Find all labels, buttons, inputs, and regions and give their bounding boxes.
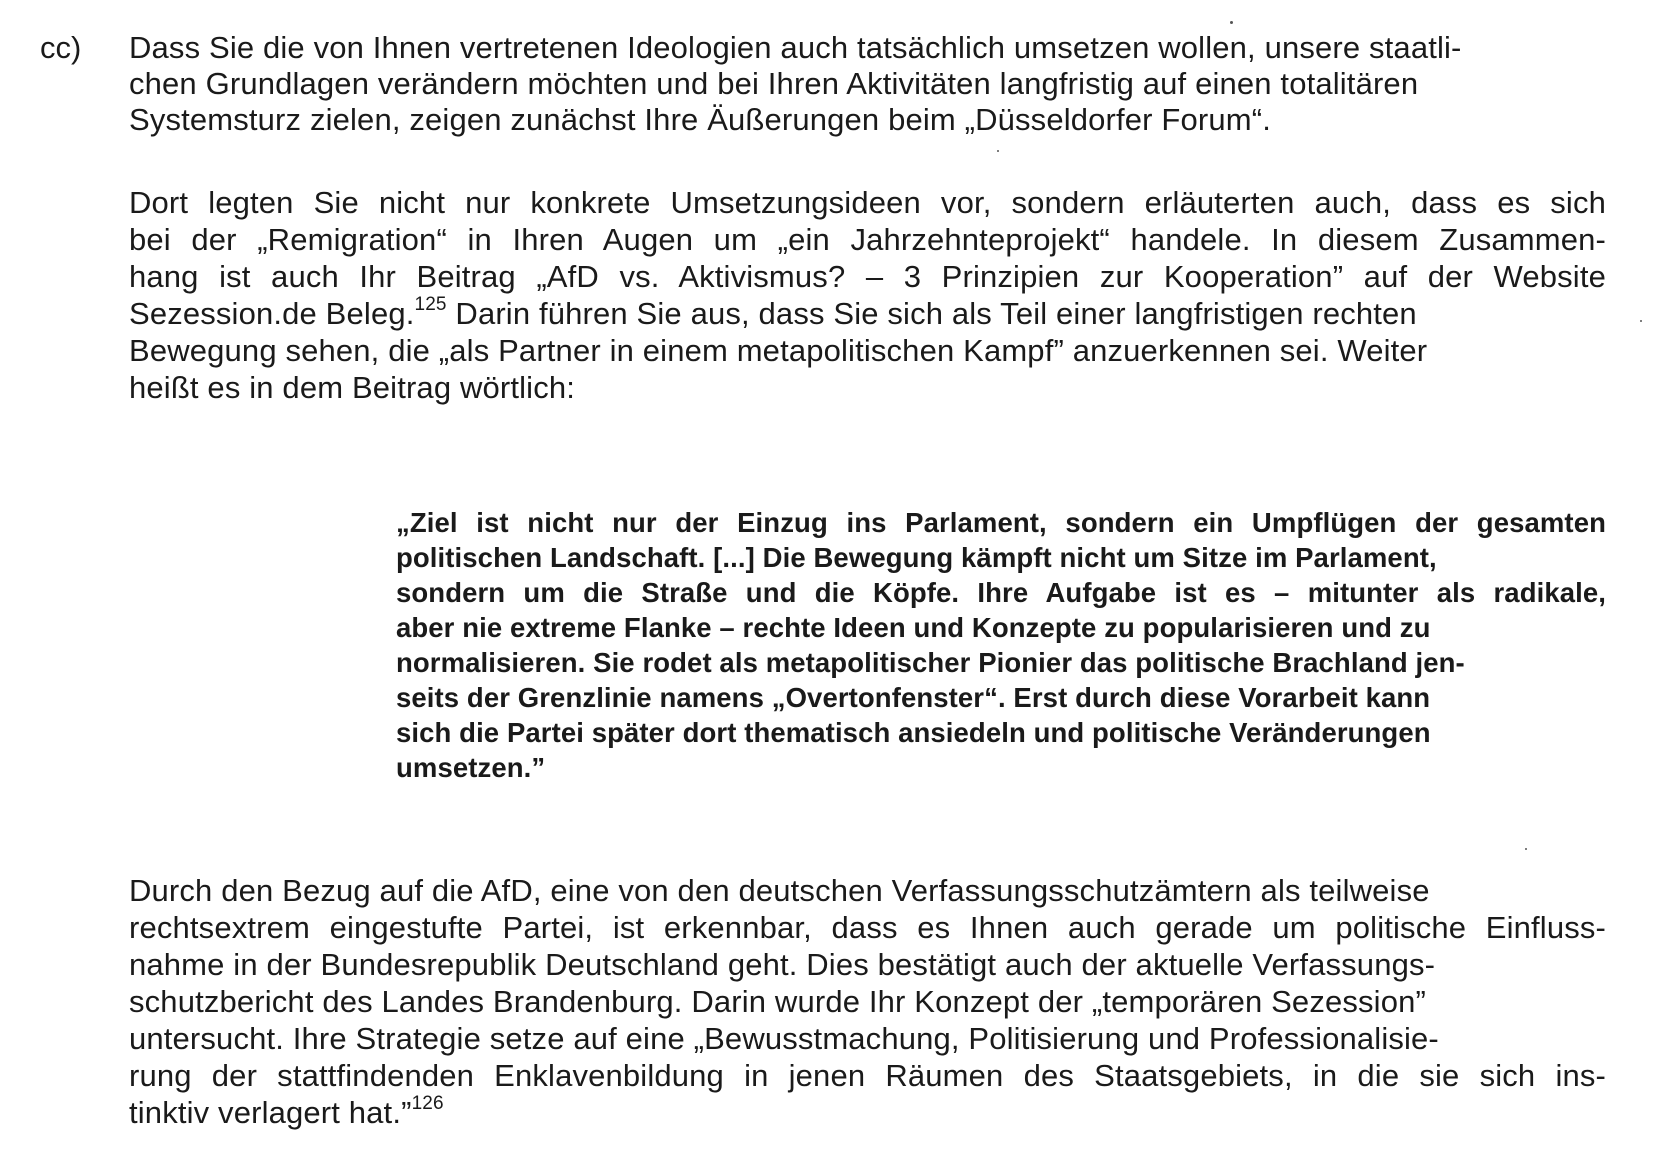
scan-speck [1640, 320, 1642, 322]
quote-line: seits der Grenzlinie namens „Overtonfenster“. Erst durch diese Vorarbeit kann [396, 682, 1431, 713]
quote-line: normalisieren. Sie rodet als metapolitischer Pionier das politische Brachland jen- [396, 647, 1465, 678]
paragraph-line: Dass Sie die von Ihnen vertretenen Ideologien auch tatsächlich umsetzen wollen, unsere staatli- [129, 30, 1462, 65]
paragraph-line: untersucht. Ihre Strategie setze auf eine „Bewusstmachung, Politisierung und Professionalisie- [129, 1021, 1439, 1056]
item-label: cc) [40, 30, 82, 65]
paragraph-line: rechtsextrem eingestufte Partei, ist erkennbar, dass es Ihnen auch gerade um politische Einfluss- [129, 910, 1606, 945]
footnote-ref-125: 125 [414, 293, 447, 315]
footnote-ref-126: 126 [411, 1092, 444, 1114]
scan-speck [1230, 21, 1233, 24]
paragraph-line [129, 1094, 444, 1132]
scan-speck [1525, 848, 1527, 850]
quote-line: umsetzen.” [396, 752, 546, 783]
quote-line: sondern um die Straße und die Köpfe. Ihre Aufgabe ist es – mitunter als radikale, [396, 577, 1606, 608]
scan-speck [997, 150, 999, 152]
quote-line: sich die Partei später dort thematisch ansiedeln und politische Veränderungen [396, 717, 1431, 748]
quote-line: politischen Landschaft. [...] Die Bewegung kämpft nicht um Sitze im Parlament, [396, 542, 1437, 573]
paragraph-line: nahme in der Bundesrepublik Deutschland geht. Dies bestätigt auch der aktuelle Verfassungs- [129, 947, 1436, 982]
paragraph-line: hang ist auch Ihr Beitrag „AfD vs. Aktivismus? – 3 Prinzipien zur Kooperation” auf der Website [129, 259, 1606, 294]
paragraph-text: Darin führen Sie aus, dass Sie sich als Teil einer langfristigen rechten [446, 296, 1417, 331]
paragraph-line: schutzbericht des Landes Brandenburg. Darin wurde Ihr Konzept der „temporären Sezession” [129, 984, 1426, 1019]
quote-line: „Ziel ist nicht nur der Einzug ins Parlament, sondern ein Umpflügen der gesamten [396, 507, 1606, 538]
paragraph-line: chen Grundlagen verändern möchten und bei Ihren Aktivitäten langfristig auf einen totalitären [129, 66, 1419, 101]
paragraph-line [129, 295, 1417, 333]
paragraph-line: rung der stattfindenden Enklavenbildung in jenen Räumen des Staatsgebiets, in die sie sich ins- [129, 1058, 1606, 1093]
paragraph-line: Systemsturz zielen, zeigen zunächst Ihre Äußerungen beim „Düsseldorfer Forum“. [129, 102, 1271, 137]
paragraph-text: Sezession.de Beleg. [129, 296, 415, 331]
paragraph-text: tinktiv verlagert hat.” [129, 1095, 412, 1130]
quote-line: aber nie extreme Flanke – rechte Ideen und Konzepte zu popularisieren und zu [396, 612, 1431, 643]
paragraph-line: Dort legten Sie nicht nur konkrete Umsetzungsideen vor, sondern erläuterten auch, dass es sich [129, 185, 1606, 220]
paragraph-line: Bewegung sehen, die „als Partner in einem metapolitischen Kampf” anzuerkennen sei. Weiter [129, 333, 1428, 368]
paragraph-line: Durch den Bezug auf die AfD, eine von den deutschen Verfassungsschutzämtern als teilweise [129, 873, 1430, 908]
paragraph-line: heißt es in dem Beitrag wörtlich: [129, 370, 576, 405]
paragraph-line: bei der „Remigration“ in Ihren Augen um „ein Jahrzehnteprojekt“ handele. In diesem Zusammen- [129, 222, 1606, 257]
